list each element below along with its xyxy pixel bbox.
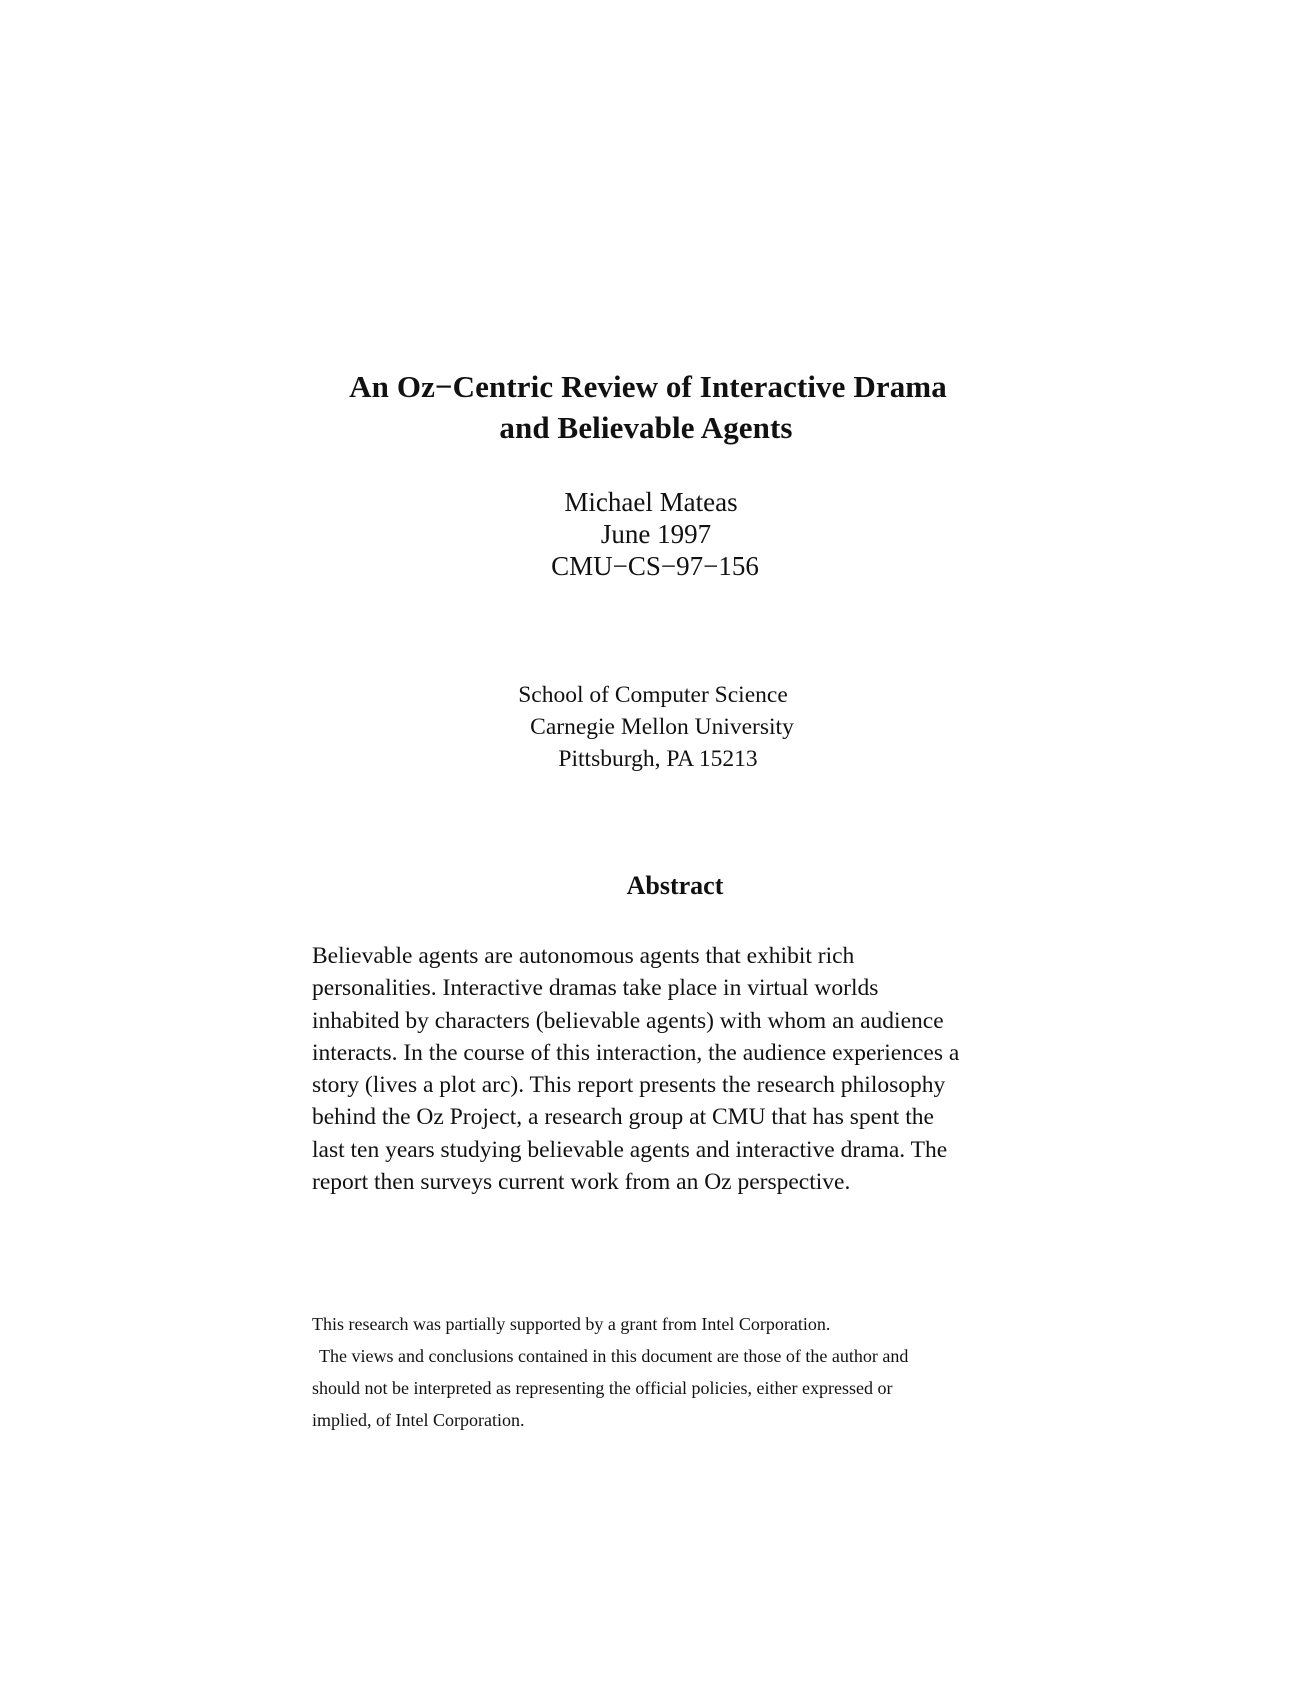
abstract-line: behind the Oz Project, a research group at CMU that has spent the <box>312 1104 934 1131</box>
institution-info <box>0 679 1306 775</box>
author-name: Michael Mateas <box>564 487 738 517</box>
university-name: Carnegie Mellon University <box>530 714 794 740</box>
abstract-heading-text: Abstract <box>626 871 724 900</box>
abstract-body <box>312 940 992 1198</box>
abstract-line: report then surveys current work from an Oz perspective. <box>312 1169 851 1196</box>
title-line-1: An Oz−Centric Review of Interactive Drama <box>349 369 947 404</box>
footnote-line: implied, of Intel Corporation. <box>312 1410 525 1430</box>
report-number: CMU−CS−97−156 <box>551 551 759 581</box>
abstract-heading <box>0 870 1306 902</box>
abstract-line: interacts. In the course of this interaction, the audience experiences a <box>312 1039 960 1066</box>
funding-footnote <box>312 1308 992 1436</box>
publication-date: June 1997 <box>600 519 712 549</box>
abstract-line: Believable agents are autonomous agents that exhibit rich <box>312 943 855 969</box>
footnote-line: This research was partially supported by a grant from Intel Corporation. <box>312 1314 831 1334</box>
abstract-line: personalities. Interactive dramas take place in virtual worlds <box>312 975 879 1002</box>
paper-title <box>0 366 1306 448</box>
abstract-line: last ten years studying believable agents and interactive drama. The <box>312 1136 948 1163</box>
institution-address: Pittsburgh, PA 15213 <box>558 746 758 772</box>
title-line-2: and Believable Agents <box>499 410 793 445</box>
school-name: School of Computer Science <box>518 682 788 708</box>
footnote-line: should not be interpreted as representing the official policies, either expressed or <box>312 1378 893 1398</box>
abstract-line: story (lives a plot arc). This report presents the research philosophy <box>312 1072 946 1099</box>
footnote-line: The views and conclusions contained in this document are those of the author and <box>319 1346 909 1366</box>
author-info <box>0 486 1306 582</box>
abstract-line: inhabited by characters (believable agents) with whom an audience <box>312 1007 944 1034</box>
